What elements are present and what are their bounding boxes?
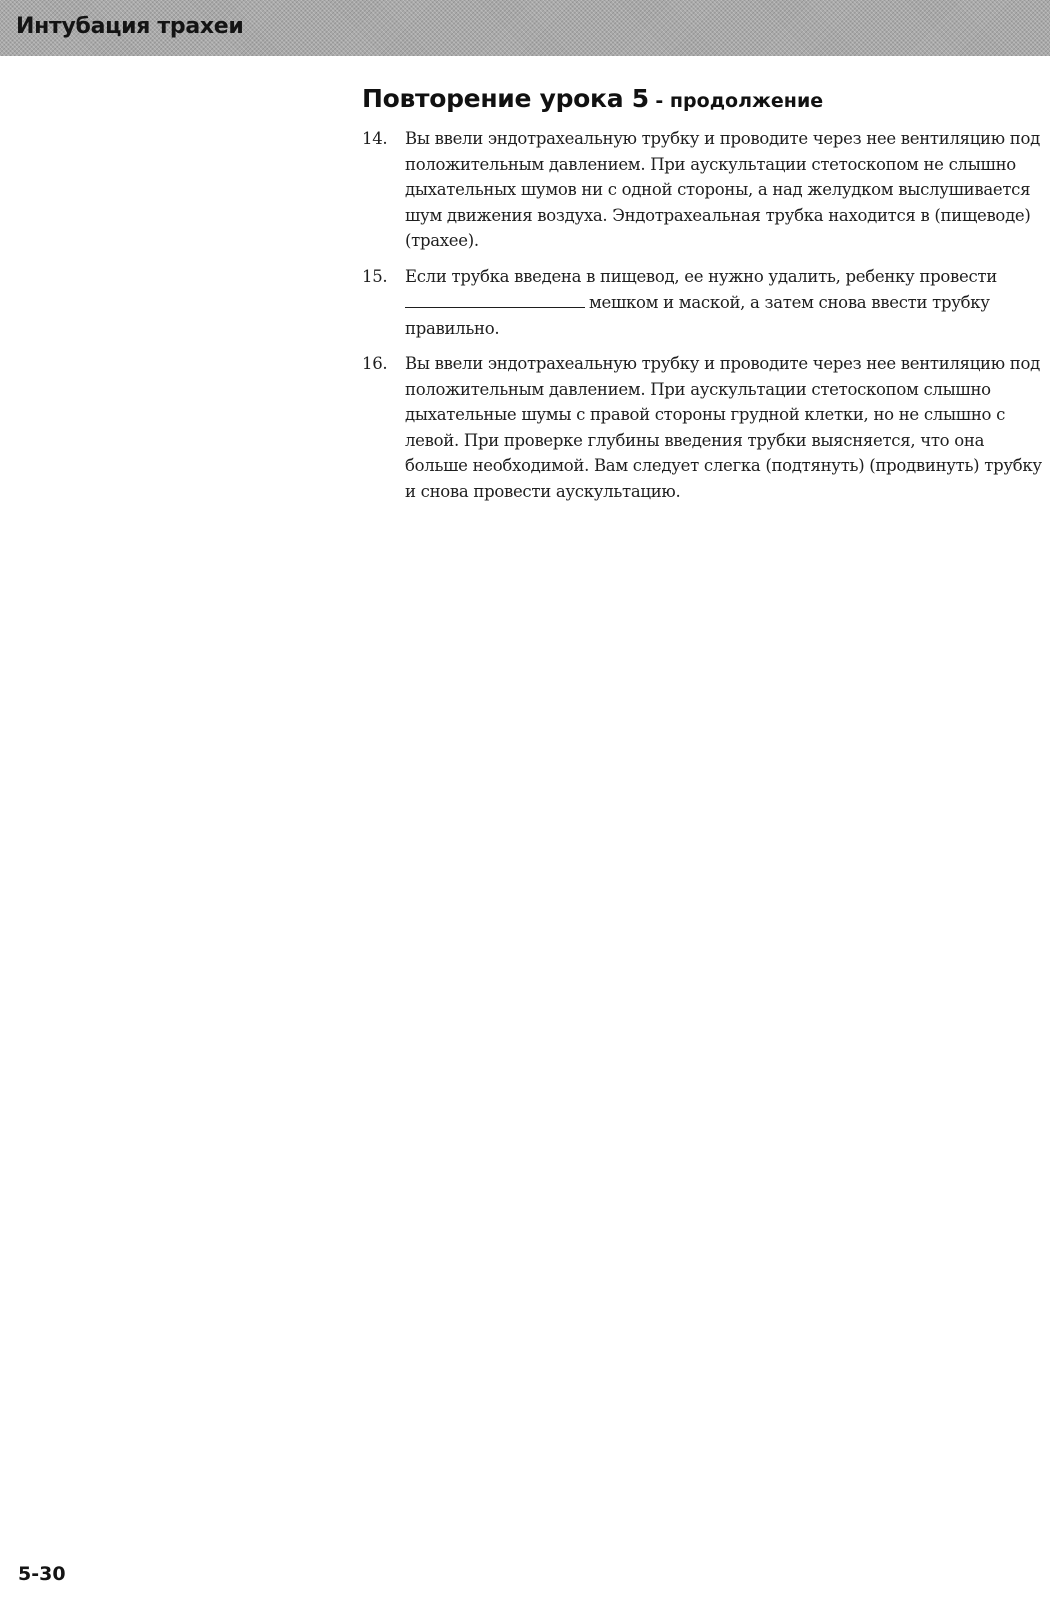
question-14 bbox=[362, 126, 1042, 254]
question-number: 16. bbox=[362, 354, 388, 373]
question-number: 14. bbox=[362, 129, 388, 148]
question-text: Вы ввели эндотрахеальную трубку и проводите через нее вентиляцию под положительным давлением. При аускультации стетоскопом не слышно дыхательных шумов ни с одной стороны, а над желудком выслушивается шум движения воздуха. Эндотрахеальная трубка находится в (пищеводе) (трахее). bbox=[405, 129, 1040, 250]
answer-blank bbox=[405, 289, 585, 308]
question-15 bbox=[362, 264, 1042, 342]
section-subtitle: продолжение bbox=[669, 90, 824, 112]
question-text: Вы ввели эндотрахеальную трубку и проводите через нее вентиляцию под положительным давлением. При аускультации стетоскопом слышно дыхательные шумы с правой стороны грудной клетки, но не слышно с левой. При проверке глубины введения трубки выясняется, что она больше необходимой. Вам следует слегка (подтянуть) (продвинуть) трубку и снова провести аускультацию. bbox=[405, 354, 1042, 501]
question-text-before-blank: Если трубка введена в пищевод, ее нужно удалить, ребенку провести bbox=[405, 266, 997, 286]
section-separator: - bbox=[648, 90, 670, 112]
question-number: 15. bbox=[362, 266, 388, 286]
section-title: Повторение урока 5 bbox=[362, 84, 649, 113]
page-number: 5-30 bbox=[18, 1563, 66, 1585]
question-list bbox=[362, 126, 1042, 514]
section-heading bbox=[362, 84, 823, 113]
question-text-after-blank: мешком и маской, а затем снова ввести трубку правильно. bbox=[405, 293, 990, 338]
running-title: Интубация трахеи bbox=[16, 14, 244, 39]
header-band bbox=[0, 0, 1050, 56]
question-16 bbox=[362, 351, 1042, 504]
